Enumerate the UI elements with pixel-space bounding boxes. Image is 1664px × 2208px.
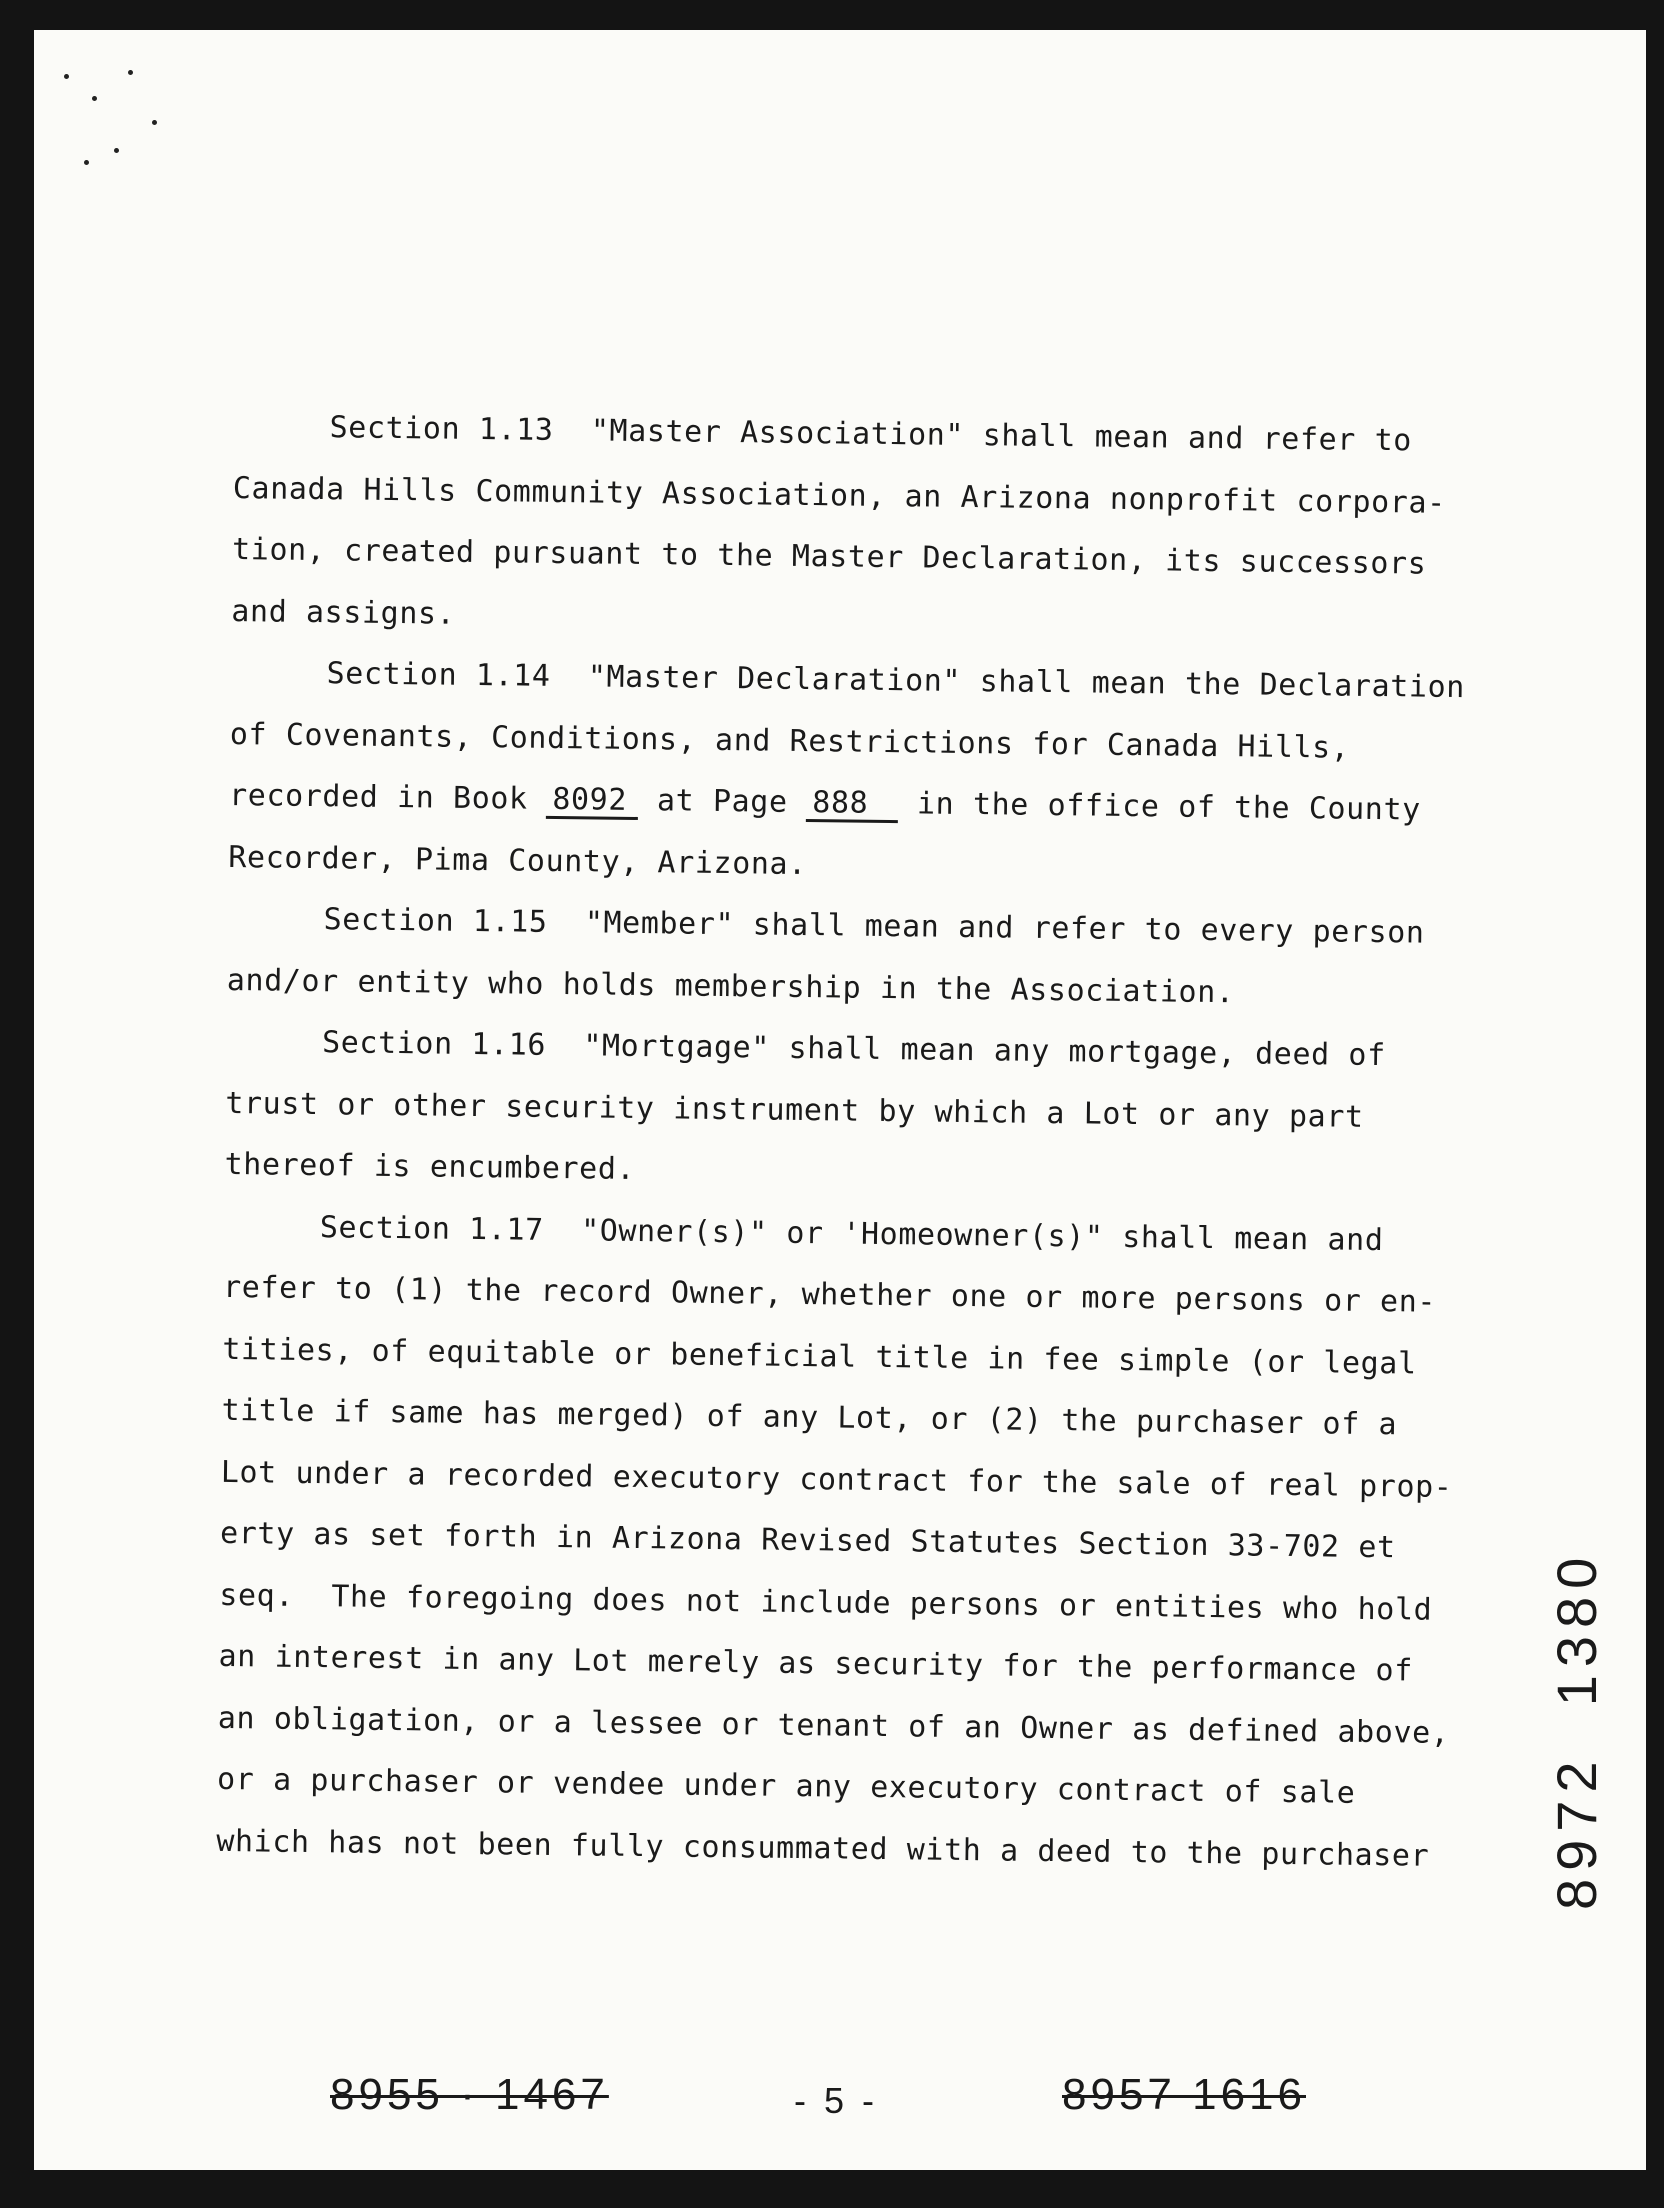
scan-speck: [114, 148, 119, 153]
section-1-17: [216, 1195, 1554, 1888]
recorded-prefix: recorded in Book: [228, 777, 547, 817]
text-line: tion, created pursuant to the Master Declaration, its successors: [231, 531, 1427, 582]
text-line: Section 1.14 "Master Declaration" shall mean the Declaration: [326, 656, 1466, 706]
scan-speck: [152, 120, 157, 125]
text-line: Section 1.17 "Owner(s)" or 'Homeowner(s)" shall mean and: [319, 1209, 1384, 1258]
text-line: Section 1.16 "Mortgage" shall mean any mortgage, deed of: [321, 1025, 1386, 1074]
text-line: seq. The foregoing does not include persons or entities who hold: [219, 1577, 1433, 1628]
book-number: 8092: [546, 784, 638, 820]
scan-speck: [64, 74, 69, 79]
text-line: Section 1.13 "Master Association" shall mean and refer to: [329, 410, 1413, 459]
scan-speck: [128, 70, 133, 75]
footer-right-struck-number: 8957 1616: [1062, 2070, 1306, 2119]
page-number-field: 888: [806, 787, 898, 823]
recording-margin-number: 8972 1380: [1545, 1549, 1608, 1910]
scan-speck: [84, 160, 89, 165]
text-line: of Covenants, Conditions, and Restrictions for Canada Hills,: [229, 716, 1350, 766]
section-1-14: [228, 642, 1561, 904]
text-line: and assigns.: [231, 593, 456, 632]
section-1-13: [231, 396, 1564, 658]
text-line: and/or entity who holds membership in the Association.: [226, 962, 1235, 1010]
text-line: an interest in any Lot merely as security for the performance of: [218, 1638, 1414, 1689]
text-line: which has not been fully consummated with a deed to the purchaser: [216, 1823, 1430, 1874]
text-line: refer to (1) the record Owner, whether one or more persons or en-: [222, 1269, 1437, 1320]
recorded-suffix: in the office of the County: [898, 786, 1421, 828]
text-line: an obligation, or a lessee or tenant of an Owner as defined above,: [217, 1700, 1450, 1751]
page-number: - 5 -: [794, 2080, 879, 2121]
text-line: Recorder, Pima County, Arizona.: [228, 839, 808, 882]
document-body: [216, 396, 1564, 1888]
text-line: Lot under a recorded executory contract for the sale of real prop-: [220, 1454, 1453, 1505]
text-line: thereof is encumbered.: [224, 1146, 636, 1187]
section-1-16: [224, 1011, 1556, 1212]
footer-left-struck-number: 8955 · 1467: [330, 2070, 609, 2119]
text-line: or a purchaser or vendee under any executory contract of sale: [216, 1761, 1356, 1811]
text-line: tities, of equitable or beneficial title in fee simple (or legal: [222, 1331, 1417, 1382]
text-line: Canada Hills Community Association, an Arizona nonprofit corpora-: [232, 470, 1446, 521]
text-line: trust or other security instrument by which a Lot or any part: [225, 1085, 1364, 1135]
recorded-middle: at Page: [638, 782, 807, 821]
text-line: Section 1.15 "Member" shall mean and refer to every person: [323, 902, 1425, 951]
section-1-15: [226, 888, 1557, 1027]
text-line: erty as set forth in Arizona Revised Statutes Section 33-702 et: [219, 1515, 1396, 1566]
document-page: [34, 30, 1646, 2170]
scan-speck: [92, 96, 97, 101]
text-line: title if same has merged) of any Lot, or (2) the purchaser of a: [221, 1392, 1398, 1443]
